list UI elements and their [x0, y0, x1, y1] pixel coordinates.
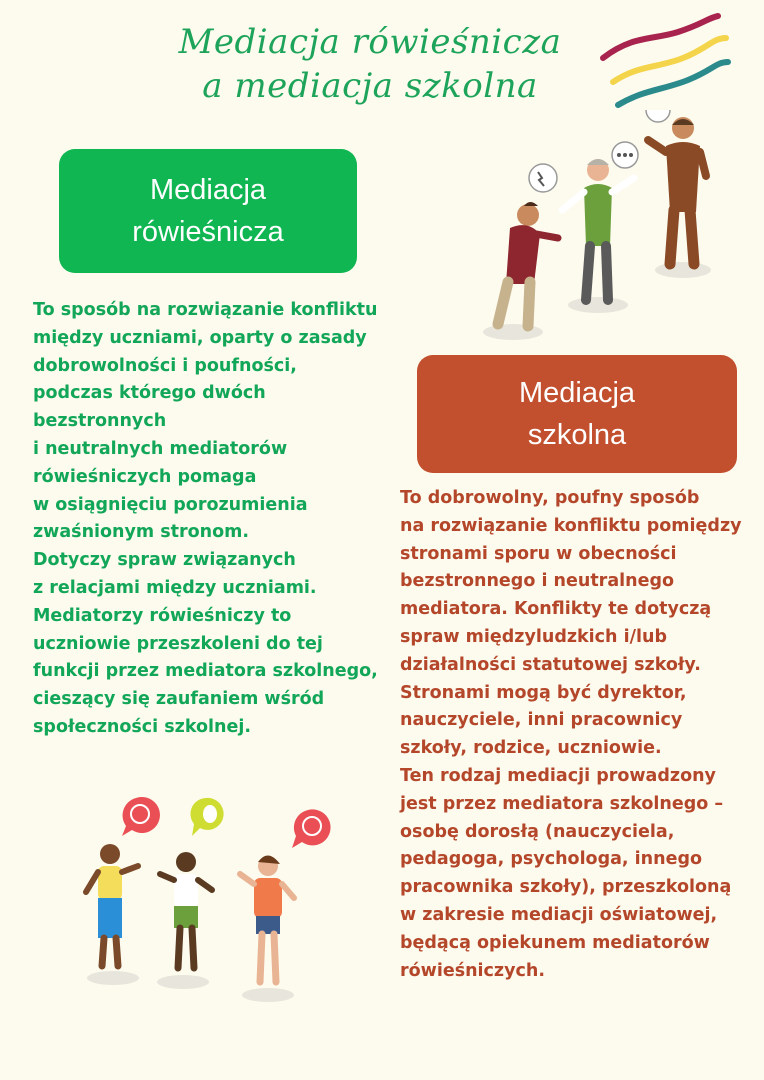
peer-line: podczas którego dwóch [33, 383, 266, 404]
school-line: w zakresie mediacji oświatowej, [400, 904, 718, 925]
title-line-2: a mediacja szkolna [202, 66, 538, 106]
school-heading-line-2: szkolna [527, 419, 627, 451]
page-title [150, 20, 590, 108]
peer-line: zwaśnionym stronom. [33, 522, 250, 543]
peer-line: cieszący się zaufaniem wśród [33, 689, 325, 710]
school-line: Ten rodzaj mediacji prowadzony [400, 765, 716, 786]
school-mediation-heading [417, 355, 737, 473]
school-line: rówieśniczych. [400, 960, 546, 981]
school-line: pracownika szkoły), przeszkoloną [400, 877, 732, 898]
school-line: mediatora. Konflikty te dotyczą [400, 599, 712, 620]
peer-mediation-description [33, 297, 378, 742]
peer-line: To sposób na rozwiązanie konfliktu [33, 300, 378, 320]
school-line: bezstronnego i neutralnego [400, 571, 675, 592]
peer-mediation-heading [59, 149, 357, 273]
peer-line: rówieśniczych pomaga [33, 466, 257, 487]
school-line: pedagoga, psychologa, innego [400, 849, 702, 870]
school-heading-line-1: Mediacja [518, 377, 636, 409]
school-line: nauczyciele, inni pracownicy [400, 710, 683, 731]
peer-heading-line-1: Mediacja [149, 174, 267, 206]
school-line: To dobrowolny, poufny sposób [400, 488, 700, 508]
title-line-1: Mediacja rówieśnicza [178, 22, 562, 62]
peer-line: funkcji przez mediatora szkolnego, [33, 661, 378, 682]
peer-line: dobrowolności i poufności, [33, 355, 297, 376]
school-line: na rozwiązanie konfliktu pomiędzy [400, 515, 742, 536]
peer-line: Dotyczy spraw związanych [33, 550, 296, 571]
peer-line: i neutralnych mediatorów [33, 438, 288, 459]
school-line: spraw międzyludzkich i/lub [400, 626, 667, 647]
peer-line: bezstronnych [33, 411, 167, 432]
peer-line: między uczniami, oparty o zasady [33, 327, 367, 348]
peer-heading-line-2: rówieśnicza [132, 216, 284, 248]
decorative-waves [598, 10, 738, 110]
peer-line: społeczności szkolnej. [33, 716, 252, 737]
school-line: będącą opiekunem mediatorów [400, 932, 710, 953]
school-line: szkoły, rodzice, uczniowie. [400, 738, 662, 759]
adults-arguing-illustration [458, 110, 728, 345]
peer-line: w osiągnięciu porozumienia [33, 494, 308, 515]
school-mediation-description [400, 485, 742, 985]
school-line: Stronami mogą być dyrektor, [400, 682, 687, 703]
school-line: stronami sporu w obecności [400, 543, 677, 564]
school-line: działalności statutowej szkoły. [400, 654, 701, 675]
peer-line: Mediatorzy rówieśniczy to [33, 605, 292, 626]
school-line: jest przez mediatora szkolnego – [400, 793, 724, 814]
peer-line: z relacjami między uczniami. [33, 577, 317, 598]
children-arguing-illustration [78, 790, 348, 1010]
school-line: osobę dorosłą (nauczyciela, [400, 821, 675, 842]
peer-line: uczniowie przeszkoleni do tej [33, 633, 323, 654]
